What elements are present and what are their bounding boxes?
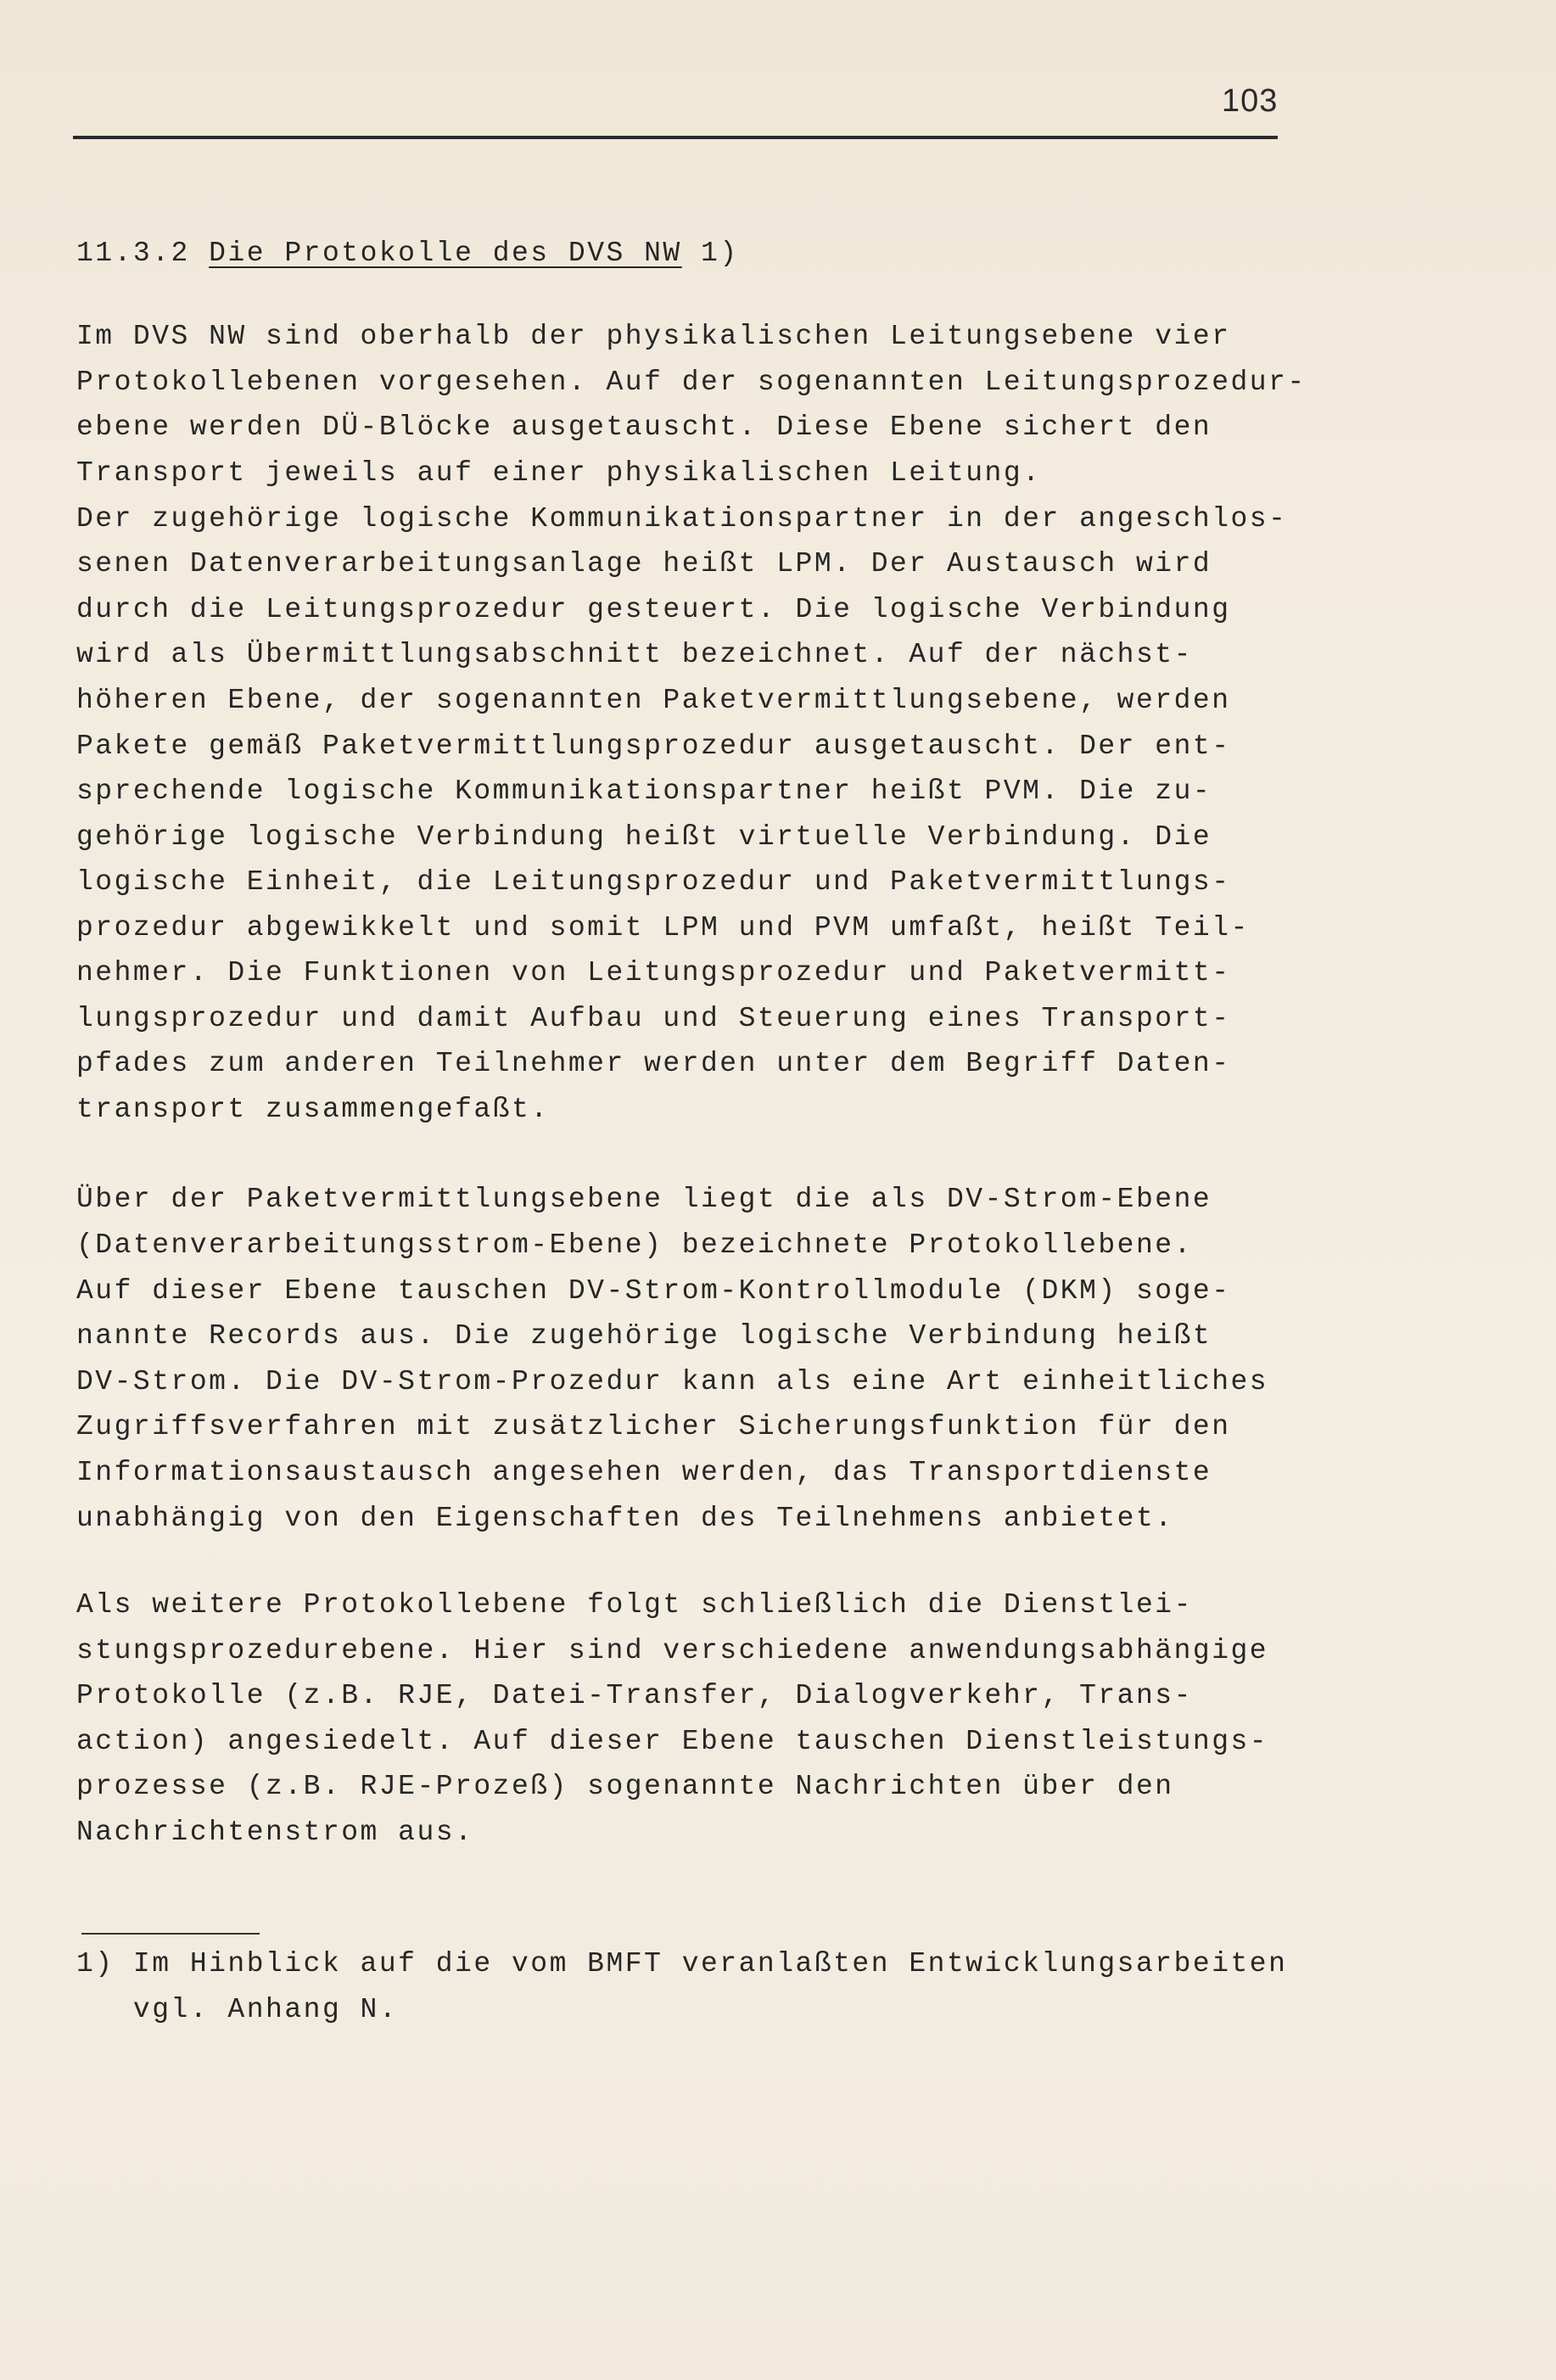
text-line: Informationsaustausch angesehen werden, das Transportdienste [76,1457,1212,1488]
text-line: gehörige logische Verbindung heißt virtuelle Verbindung. Die [76,821,1212,853]
text-line: nannte Records aus. Die zugehörige logische Verbindung heißt [76,1320,1212,1352]
text-line: Protokolle (z.B. RJE, Datei-Transfer, Dialogverkehr, Trans- [76,1680,1193,1711]
page-number: 103 [1222,83,1279,119]
text-line: Als weitere Protokollebene folgt schließlich die Dienstlei- [76,1589,1193,1621]
footnote-rule [81,1933,260,1935]
footnote-line: vgl. Anhang N. [76,1994,399,2025]
text-line: Auf dieser Ebene tauschen DV-Strom-Kontrollmodule (DKM) soge- [76,1275,1231,1307]
text-line: pfades zum anderen Teilnehmer werden unter dem Begriff Daten- [76,1048,1231,1079]
text-line: DV-Strom. Die DV-Strom-Prozedur kann als eine Art einheitliches [76,1366,1269,1397]
footnote-line: 1) Im Hinblick auf die vom BMFT veranlaßten Entwicklungsarbeiten [76,1948,1288,1980]
text-line: (Datenverarbeitungsstrom-Ebene) bezeichnete Protokollebene. [76,1229,1193,1261]
text-line: Zugriffsverfahren mit zusätzlicher Sicherungsfunktion für den [76,1411,1231,1442]
text-line: senen Datenverarbeitungsanlage heißt LPM. Der Austausch wird [76,548,1212,580]
header-rule [73,136,1278,139]
footnote-ref: 1) [701,238,739,269]
text-line: stungsprozedurebene. Hier sind verschiedene anwendungsabhängige [76,1635,1269,1666]
text-line: Nachrichtenstrom aus. [76,1817,474,1848]
section-title: Die Protokolle des DVS NW [209,238,682,269]
text-line: nehmer. Die Funktionen von Leitungsprozedur und Paketvermitt- [76,957,1231,988]
text-line: prozesse (z.B. RJE-Prozeß) sogenannte Nachrichten über den [76,1771,1174,1802]
text-line: ebene werden DÜ-Blöcke ausgetauscht. Diese Ebene sichert den [76,412,1212,443]
section-heading [76,238,739,269]
text-line: prozedur abgewikkelt und somit LPM und PVM umfaßt, heißt Teil- [76,912,1250,944]
text-line: transport zusammengefaßt. [76,1094,550,1125]
text-line: sprechende logische Kommunikationspartner heißt PVM. Die zu- [76,776,1212,807]
text-line: Der zugehörige logische Kommunikationspartner in der angeschlos- [76,503,1288,535]
text-line: Im DVS NW sind oberhalb der physikalischen Leitungsebene vier [76,321,1231,352]
text-line: lungsprozedur und damit Aufbau und Steuerung eines Transport- [76,1003,1231,1034]
text-line: wird als Übermittlungsabschnitt bezeichnet. Auf der nächst- [76,639,1193,670]
text-line: action) angesiedelt. Auf dieser Ebene tauschen Dienstleistungs- [76,1726,1269,1757]
text-line: Transport jeweils auf einer physikalischen Leitung. [76,457,1042,489]
text-line: höheren Ebene, der sogenannten Paketvermittlungsebene, werden [76,685,1231,716]
text-line: durch die Leitungsprozedur gesteuert. Die logische Verbindung [76,594,1231,625]
text-line: logische Einheit, die Leitungsprozedur und Paketvermittlungs- [76,866,1231,898]
text-line: Protokollebenen vorgesehen. Auf der sogenannten Leitungsprozedur- [76,367,1307,398]
section-number: 11.3.2 [76,238,190,269]
text-line: Pakete gemäß Paketvermittlungsprozedur ausgetauscht. Der ent- [76,731,1231,762]
text-line: Über der Paketvermittlungsebene liegt die als DV-Strom-Ebene [76,1184,1212,1215]
text-line: unabhängig von den Eigenschaften des Teilnehmens anbietet. [76,1503,1174,1534]
